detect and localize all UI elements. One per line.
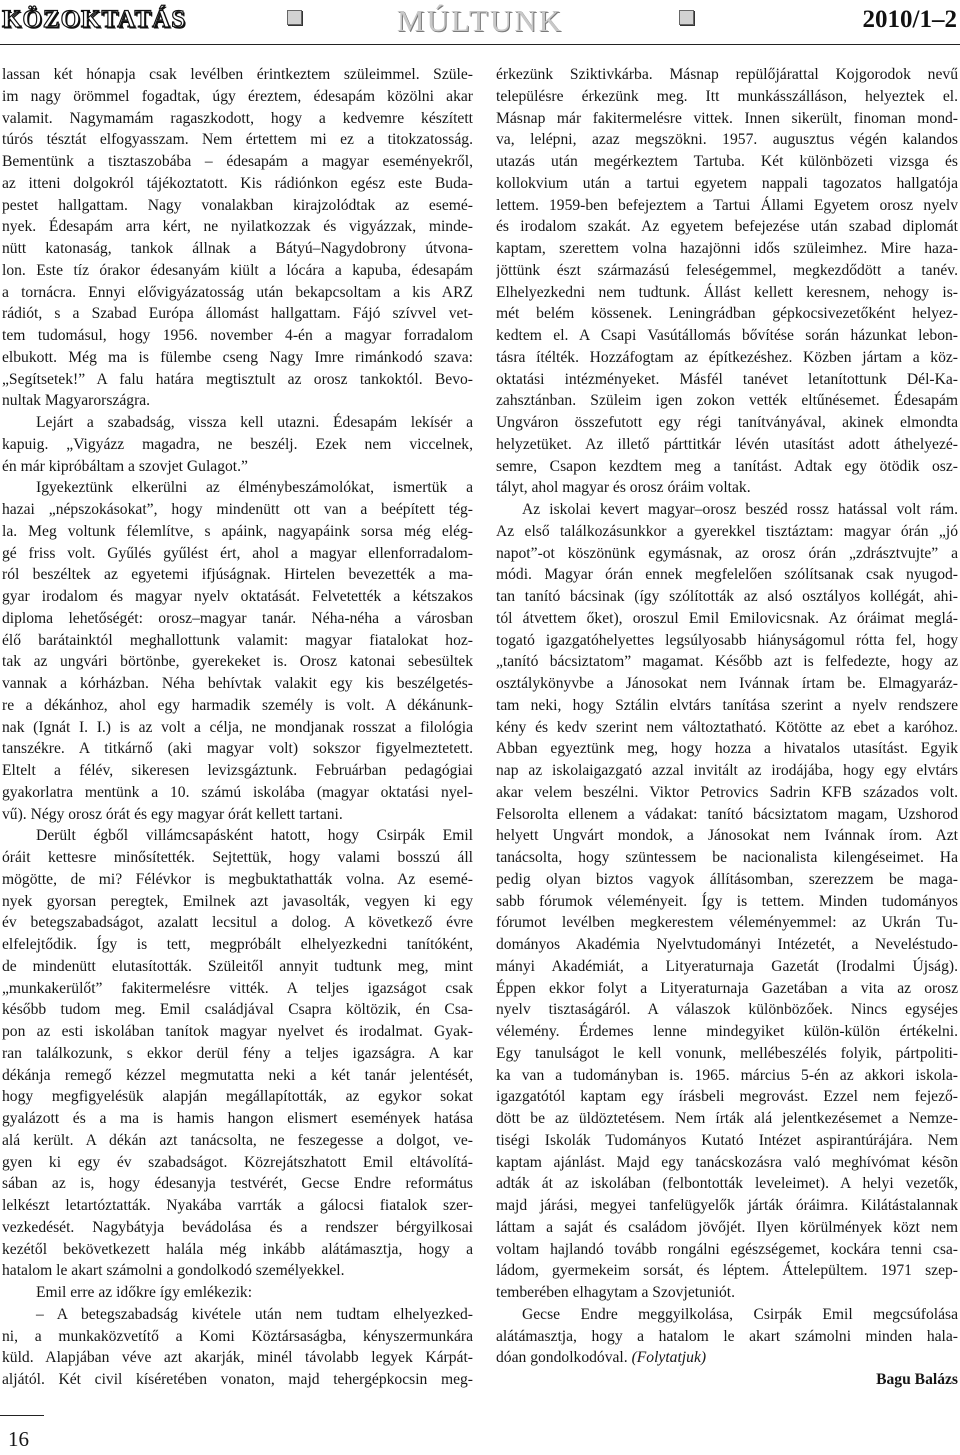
text-line: [496, 1304, 958, 1326]
text-line: [496, 1108, 958, 1130]
section-title: MÚLTUNK: [396, 3, 564, 38]
line-text: Ungváron összefutott egy régi tanítványával, akinek elmondta: [496, 414, 958, 431]
line-text: adták át az iskolában (felbontották leveleimet). A helyi vezetők,: [496, 1175, 958, 1193]
text-line: [496, 1173, 958, 1195]
text-line: [2, 238, 473, 260]
line-text: a tornácra. Ennyi elővigyázatosság után bekapcsoltam a kis ARZ: [2, 283, 473, 301]
text-line: [2, 564, 473, 586]
line-text: kaptam ajánlást. Majd egy tanácskozásra való meghívómat késõn: [496, 1153, 958, 1171]
line-text: valamit. Nagymamám ragaszkodott, hogy a kedvemre készített: [2, 109, 473, 127]
text-line: [2, 1065, 473, 1087]
text-line: [2, 390, 473, 412]
line-text: kaptam, szerettem volna hazajönni idős szüleimhez. Mire haza-: [496, 240, 958, 257]
text-line: [2, 891, 473, 913]
line-text: nyelv tisztaságáról. A válaszok különbözőek. Nincs egyséjes: [496, 1001, 958, 1019]
line-text: la. Meg voltunk félemlítve, s apáink, nagyapáink sorsa még elég-: [2, 522, 473, 540]
line-text: vezkedését. Nagybátyja bevádolása és a rendszer bérgyilkosai: [2, 1218, 473, 1236]
text-line: [2, 1326, 473, 1348]
page-number: 16: [8, 1427, 29, 1451]
line-text: később tudom meg. Emil családjával Csapra költözik, én Csa-: [2, 1001, 473, 1019]
line-text: kollokvium után a tartui egyetem nappali tagozatos hallgatója: [496, 174, 958, 192]
text-line: [496, 347, 958, 369]
text-line: [496, 695, 958, 717]
text-line: [496, 521, 958, 543]
line-text: lassan két hónapja csak levélben érintkeztem szüleimmel. Szüle-: [2, 66, 473, 83]
decorative-square-icon: [287, 10, 302, 25]
line-text: kezétől bekövetkezett halála még inkább alátámasztja, hogy a: [2, 1240, 473, 1258]
line-text: dött be az üldöztetésem. Nem írták alá jelentkezésemet a Nemze-: [496, 1110, 958, 1127]
right-column: [496, 64, 958, 1391]
line-text: aljától. Két civil kíséretében vonaton, majd tehergépkocsin meg-: [2, 1371, 473, 1388]
author-byline: Bagu Balázs: [876, 1371, 958, 1388]
line-text: mét belém kössenek. Leningrádban gépkocsivezetőként helyez-: [496, 305, 958, 323]
line-text: elbukott. Még ma is fülembe cseng Nagy Imre rimánkodó szava:: [2, 348, 473, 366]
line-text: érkezünk Sziktivkárba. Másnap repülőjárattal Kojgorodok nevű: [496, 66, 958, 83]
text-line: [496, 586, 958, 608]
text-line: [496, 64, 958, 86]
text-line: [2, 956, 473, 978]
line-text: Az első találkozásunkkor a gyerekkel tisztáztam: magyar órán „jó: [496, 522, 958, 540]
line-text: Derült égből villámcsapásként hatott, hogy Csirpák Emil: [36, 827, 473, 845]
line-text: küld. Alapjában véve azt akarják, minél távolabb legyek Kárpát-: [2, 1349, 473, 1367]
text-line: [2, 151, 473, 173]
line-text: dékánja remegő kézzel megmutatta neki a két tanár jelentését,: [2, 1066, 473, 1084]
text-line: [2, 912, 473, 934]
line-text: Eltelt a félév, sikeresen levizsgáztunk. Februárban pedagógiai: [2, 762, 473, 779]
line-text: tem tudomásul, hogy 1956. november 4-én a magyar forradalom: [2, 327, 473, 344]
text-line: [2, 695, 473, 717]
text-line: [2, 1173, 473, 1195]
text-line: [2, 1304, 473, 1326]
line-text: az itteni dolgokról tájékoztatott. Kis rádiónkon egész este Buda-: [2, 174, 473, 192]
line-text: Másnap már fakitermelésre vittek. Innen sikerült, finoman mond-: [496, 109, 958, 127]
line-text: lon. Este tíz órakor édesanyám kiült a lócára a kapuba, édesapám: [2, 261, 473, 279]
line-text: im nagy örömmel fogadtak, úgy éreztem, édesapám közölni akar: [2, 87, 473, 105]
text-line: [2, 347, 473, 369]
line-text: ládom, gyermekeim sorsát, és léptem. Áttelepültem. 1971 szep-: [496, 1262, 958, 1280]
line-text: Bementünk a tisztaszobába – édesapám a magyar eseményekről,: [2, 153, 473, 170]
line-text: kapuig. „Vigyázz magadra, ne beszélj. Ezek nem viccelnek,: [2, 435, 473, 453]
line-text: településre érkezünk meg. Itt munkásszálláson, helyeztek el.: [496, 87, 958, 105]
text-line: [2, 782, 473, 804]
text-line: [2, 173, 473, 195]
text-line: [496, 173, 958, 195]
header-rule: [0, 44, 960, 45]
line-text: tan tanító bácsinak (így szólították az alsó osztályos kollégát, ahi-: [496, 588, 958, 605]
text-line: [496, 651, 958, 673]
line-text: láttam a saját és családom jövőjét. Ilyen körülmények közt nem: [496, 1218, 958, 1236]
line-text: és irodalom szakát. Az egyetem befejezése után szabad diplomát: [496, 218, 958, 236]
text-line: [2, 934, 473, 956]
text-line: [2, 651, 473, 673]
left-column-text: [2, 64, 473, 1391]
issue-number: 2010/1–2: [862, 6, 957, 33]
text-line: [496, 434, 958, 456]
text-line: [2, 260, 473, 282]
paragraph: [2, 825, 473, 1282]
text-line: [2, 608, 473, 630]
text-line: [496, 1326, 958, 1348]
text-line: [496, 912, 958, 934]
text-line: [2, 543, 473, 565]
text-line: [496, 956, 958, 978]
text-line: [496, 1086, 958, 1108]
text-line: [2, 738, 473, 760]
line-text: dóan gondolkodóval.: [496, 1349, 628, 1367]
text-line: [496, 630, 958, 652]
text-line: [2, 521, 473, 543]
line-text: ról beszéltek az egyetemi ifjúságnak. Hirtelen bevezették a ma-: [2, 566, 473, 584]
text-line: [2, 1130, 473, 1152]
text-line: [2, 412, 473, 434]
line-text: óráit kettesre minősítették. Sejtettük, hogy valami bosszú áll: [2, 849, 473, 866]
text-line: [2, 760, 473, 782]
line-text: voltam hajlandó tovább rongálni egészségemet, kockára tenni csa-: [496, 1240, 958, 1258]
text-line: [496, 325, 958, 347]
line-text: va, lelépni, azaz megszökni. 1957. augusztus végén kalandos: [496, 131, 958, 149]
line-text: Elhelyezkedni nem tudtunk. Állást kellett keresnem, nehogy is-: [496, 283, 958, 301]
text-line: [2, 825, 473, 847]
text-line: [2, 369, 473, 391]
line-text: tiségi Iskolák Tudományos Kutató Intézet aspirantúrájára. Nem: [496, 1131, 958, 1149]
line-text: napot”-ot köszönünk egymásnak, az orosz órán „zdrásztvujte” a: [496, 544, 958, 562]
text-line: [2, 1217, 473, 1239]
line-text: alá került. A dékán azt tanácsolta, ne feszegesse a dolgot, ve-: [2, 1131, 473, 1149]
text-line: [2, 630, 473, 652]
text-line: [2, 108, 473, 130]
line-text: diploma lehetőségét: orosz–magyar tanár. Néha-néha a városban: [2, 609, 473, 627]
line-text: vű). Négy orosz órát és egy magyar órát kellett tartani.: [2, 805, 343, 823]
text-line: [2, 499, 473, 521]
line-text: Éppen ekkor folyt a Lityeraturnaja Gazetában a vita az orosz: [496, 979, 958, 997]
text-line: [496, 216, 958, 238]
text-line: [2, 303, 473, 325]
line-text: Felsorolta ellenem a vádakat: tanító bácsiztatom magam, Uzshorod: [496, 805, 958, 823]
text-line: [496, 260, 958, 282]
line-text: év betegszabadságot, azalatt lecsitul a dolog. A következő évre: [2, 914, 473, 932]
line-text: temberében elhagytam a Szovjetuniót.: [496, 1284, 736, 1301]
line-text: ran találkozunk, s ekkor derül fény a teljes igazságra. A kar: [2, 1044, 473, 1062]
line-text: – A betegszabadság kivétele után nem tudtam elhelyezked-: [36, 1305, 473, 1323]
text-line: [496, 282, 958, 304]
line-text: „tanító bácsiztatom” magamat. Később azt is felfedezte, hogy az: [496, 653, 958, 671]
line-text: élő barátainktól meghallottunk valamit: magyar fiatalokat hoz-: [2, 631, 473, 649]
text-line: [496, 760, 958, 782]
text-line: [496, 825, 958, 847]
text-line: [496, 999, 958, 1021]
paragraph: [2, 477, 473, 825]
line-text: ni, a munkaközvetítő a Komi Köztársaságba, kényszermunkára: [2, 1327, 473, 1345]
text-line: [496, 717, 958, 739]
text-line: [496, 195, 958, 217]
text-line: [496, 804, 958, 826]
right-column-text: [496, 64, 958, 1369]
text-line: [2, 1021, 473, 1043]
text-line: [496, 891, 958, 913]
text-line: [2, 1239, 473, 1261]
line-text: nak (Ignát I. I.) is az volt a célja, ne mondjanak rosszat a filológia: [2, 718, 473, 736]
line-text: én már kipróbáltam a szovjet Gulagot.”: [2, 457, 248, 475]
line-text: gyen ki egy év szabadságot. Közrejátszhatott Emil eltávolítá-: [2, 1153, 473, 1171]
text-line: [2, 195, 473, 217]
text-line: [496, 108, 958, 130]
text-line: [2, 1282, 473, 1304]
text-line: [2, 1152, 473, 1174]
text-line: [496, 978, 958, 1000]
line-text: hogy megfigyelésük alapján megállapították, az egykor sokat: [2, 1088, 473, 1106]
text-line: [2, 869, 473, 891]
text-line: [2, 847, 473, 869]
text-line: [496, 129, 958, 151]
line-text: pestet hallgattam. Nagy vonalakban kirajzolódtak az esemé-: [2, 196, 473, 214]
footer-rule: [0, 1415, 44, 1416]
text-line: [496, 847, 958, 869]
text-line: [496, 1065, 958, 1087]
line-text: akar velem beszélni. Viktor Petrovics Sadrin KFB százados volt.: [496, 783, 958, 801]
text-line: [496, 499, 958, 521]
line-text: Igyekeztünk elkerülni az élménybeszámolókat, ismertük a: [36, 479, 473, 497]
text-line: [2, 1260, 473, 1282]
line-text: lettem. 1959-ben befejeztem a Tartui Állami Egyetem orosz nyelv: [496, 196, 958, 214]
line-text: nultak Magyarországra.: [2, 392, 151, 410]
line-text: majd járási, megyei tanfelügyelők járták óráimra. Kilátástalannak: [496, 1197, 958, 1214]
text-line: [2, 1347, 473, 1369]
line-text: „Segítsetek!” A falu határa megtisztult az orosz tankoktól. Bevo-: [2, 370, 473, 388]
text-line: [496, 456, 958, 478]
text-line: [496, 1282, 958, 1304]
line-text: sabb fórumok véleményeit. Így is tettem. Minden tudományos: [496, 892, 958, 910]
paragraph: [496, 499, 958, 1304]
line-text: alátámasztja, hogy a hatalom le akart számolni minden hala-: [496, 1327, 958, 1345]
line-text: lelkészt letartóztatták. Nyakába varrták a gálocsi fiatalok szer-: [2, 1197, 473, 1214]
text-line: [496, 1130, 958, 1152]
line-text: jöttünk észt származású feleségemmel, megkezdődött a tanév.: [496, 261, 958, 279]
text-line: [496, 86, 958, 108]
text-line: [496, 1260, 958, 1282]
line-text: módi. Magyar órán ennek megfelelően szólítsanak csak nyugod-: [496, 566, 958, 584]
text-line: [496, 151, 958, 173]
text-line: [496, 1239, 958, 1261]
line-text: kény és kedv szerint nem változtatható. Kötötte az ebet a karóhoz.: [496, 718, 958, 736]
paragraph: [2, 64, 473, 412]
text-line: [2, 1086, 473, 1108]
text-line: [496, 1347, 958, 1369]
text-line: [2, 586, 473, 608]
paragraph: [2, 1304, 473, 1391]
text-line: [2, 978, 473, 1000]
text-line: [2, 804, 473, 826]
text-line: [2, 477, 473, 499]
line-text: semre, Csapon kezdtem meg a tanítást. Adtak egy ötödik osz-: [496, 457, 958, 475]
text-line: [496, 1152, 958, 1174]
paragraph: [2, 1282, 473, 1304]
line-text: „munkakerülőt” fakitermelésre vitték. A teljes igazságot csak: [2, 979, 473, 997]
text-line: [2, 1108, 473, 1130]
paragraph: [496, 64, 958, 499]
line-text: Emil erre az időkre így emlékezik:: [36, 1284, 253, 1301]
line-text: ka van a tudományban is. 1965. március 5-én az akkori iskola-: [496, 1066, 958, 1084]
continued-note: (Folytatjuk): [631, 1349, 707, 1367]
line-text: hazai „népszokásokat”, hogy mindenütt ott van a beépített tég-: [2, 501, 473, 518]
paragraph: [496, 1304, 958, 1369]
line-text: fórumot levélben megkerestem véleményemmel: az Ukrán Tu-: [496, 914, 958, 932]
line-text: helyett Ungvárt mondok, a Jánosokat nem Ivánnak írom. Azt: [496, 827, 958, 845]
line-text: nap az iskolaigazgató azzal invitált az irodájába, hogy egy elvtárs: [496, 762, 958, 779]
line-text: de mindenütt elutasították. Szüleitől annyit tudtunk meg, mint: [2, 957, 473, 975]
text-line: [496, 738, 958, 760]
line-text: osztálykönyvbe a Jánosokat nem Ivánnak írtam be. Elmagyaráz-: [496, 675, 958, 692]
line-text: túrós tésztát elfogyasszam. Nem értettem mi ez a titokzatosság.: [2, 131, 473, 149]
text-line: [496, 412, 958, 434]
line-text: helyzetüket. Az illető párttitkár lévén utasítást adott áthelyezé-: [496, 435, 958, 453]
line-text: togató igazgatóhelyettes legsúlyosabb hiányságomul rótta fel, hogy: [496, 631, 958, 649]
text-line: [496, 543, 958, 565]
text-line: [496, 782, 958, 804]
line-text: igazgatótól kaptam egy írásbeli megrovást. Ezzel nem fejező-: [496, 1088, 958, 1106]
text-line: [496, 673, 958, 695]
text-line: [2, 282, 473, 304]
line-text: tásra ítélték. Hozzáfogtam az építkezéshez. Közben jártam a köz-: [496, 348, 958, 366]
line-text: Az iskolai kevert magyar–orosz beszéd rossz hatással volt rám.: [522, 501, 958, 518]
line-text: tól átvettem őket), oroszul Emil Emilovicsnak. Az óráimat meglá-: [496, 609, 958, 627]
text-line: [496, 1217, 958, 1239]
line-text: Gecse Endre meggyilkolása, Csirpák Emil megcsúfolása: [522, 1305, 958, 1323]
text-line: [2, 673, 473, 695]
text-line: [496, 564, 958, 586]
text-line: [496, 869, 958, 891]
line-text: mányi Akadémiát, a Lityeraturnaja Gazetát (Irodalmi Újság).: [496, 957, 958, 975]
paragraph: [2, 412, 473, 477]
text-line: [2, 1369, 473, 1391]
text-line: [2, 434, 473, 456]
line-text: gyalázott és a ma is hamis hangon elismert események hatása: [2, 1110, 473, 1127]
line-text: zahsztánban. Szüleim igen zokon vették eltűnésemet. Édesapám: [496, 392, 958, 410]
line-text: utazás után megérkeztem Tartuba. Két különbözeti vizsga és: [496, 153, 958, 170]
line-text: kedtem el. A Csapi Vasútállomás bővítése során házunkat lebon-: [496, 327, 958, 344]
line-text: tanácsolta, hogy szüntessem be nacionalista kilengéseimet. Ha: [496, 849, 958, 866]
line-text: Abban egyeztünk meg, hogy hozza a hivatalos utasítást. Egyik: [496, 740, 958, 758]
line-text: Egy tanulságot le kell vonunk, mellébeszélés folyik, pártpoliti-: [496, 1044, 958, 1062]
decorative-square-icon: [679, 10, 694, 25]
line-text: elfelejtődik. Így is tett, megpróbált elhelyezkedni tanítóként,: [2, 936, 473, 953]
text-line: [496, 238, 958, 260]
text-line: [2, 325, 473, 347]
line-text: gyar irodalom és magyar nyelv oktatását. Felvetették a kétszakos: [2, 588, 473, 605]
text-line: [2, 64, 473, 86]
line-text: tak az ungvári börtönbe, gyerekeket is. Orosz katonai sebesültek: [2, 653, 473, 671]
line-text: Lejárt a szabadság, vissza kell utazni. Édesapám lekísér a: [36, 414, 473, 431]
line-text: oktatási intézményeket. Másfél tanévet letanítottunk Dél-Ka-: [496, 370, 958, 388]
line-text: rádiót, s a Szabad Európa állomást hallgattam. Fájó szívvel vet-: [2, 305, 473, 323]
text-line: [2, 216, 473, 238]
text-line: [496, 369, 958, 391]
line-text: nyek gyorsan peregtek, Emilnek azt javasolták, vegyen ki egy: [2, 892, 473, 910]
line-text: tályt, ahol magyar és orosz óráim voltak.: [496, 479, 751, 497]
line-text: dományos Akadémia Nyelvtudományi Intézetét, a Neveléstudo-: [496, 936, 958, 953]
text-line: [496, 390, 958, 412]
text-line: [2, 717, 473, 739]
line-text: tam neki, hogy Sztálin elvtárs tanítása szerint a nyelv rendszere: [496, 696, 958, 714]
text-line: [496, 608, 958, 630]
line-text: vélemény. Érdemes lenne mindegyiket külön-külön értékelni.: [496, 1023, 958, 1040]
line-text: gé friss volt. Gyűlés gyűlést ért, ahol a magyar ellenforradalom-: [2, 544, 473, 562]
line-text: gyakorlatra mentünk a 10. számú iskolába (magyar oktatási nyel-: [2, 783, 473, 801]
line-text: sában az is, hogy édesanyja testvérét, Gecse Endre református: [2, 1175, 473, 1193]
text-line: [496, 1021, 958, 1043]
text-line: [2, 1043, 473, 1065]
text-line: [496, 477, 958, 499]
line-text: nyek. Édesapám arra kért, ne nyilatkozzak és vigyázzak, minde-: [2, 218, 473, 236]
line-text: re a dékánhoz, ahol egy harmadik személy is volt. A dékánunk-: [2, 696, 473, 714]
line-text: tanszékre. A titkárnő (aki magyar volt) sokszor figyelmeztetett.: [2, 740, 473, 758]
line-text: pedig olyan biztos vagyok állításomban, szerezzem be maga-: [496, 870, 958, 888]
line-text: hatalom le akart számolni a gondolkodó személyekkel.: [2, 1262, 345, 1280]
line-text: pon az esti iskolában tanítok magyar nyelvet és irodalmat. Gyak-: [2, 1023, 473, 1040]
line-text: vannak a kórházban. Néha behívtak valakit egy kis beszélgetés-: [2, 675, 473, 692]
line-text: mögötte, de mi? Félévkor is megbuktathatták volna. Az esemé-: [2, 870, 473, 888]
line-text: nütt katonaság, tankok állnak a Bátyú–Nagydobrony útvona-: [2, 240, 473, 257]
text-line: [2, 86, 473, 108]
text-line: [2, 1195, 473, 1217]
text-line: [2, 129, 473, 151]
text-line: [2, 999, 473, 1021]
journal-name: KÖZOKTATÁS: [2, 6, 187, 33]
text-line: [2, 456, 473, 478]
text-line: [496, 1195, 958, 1217]
text-line: [496, 1043, 958, 1065]
text-line: [496, 303, 958, 325]
left-column: [2, 64, 473, 1391]
text-line: [496, 934, 958, 956]
